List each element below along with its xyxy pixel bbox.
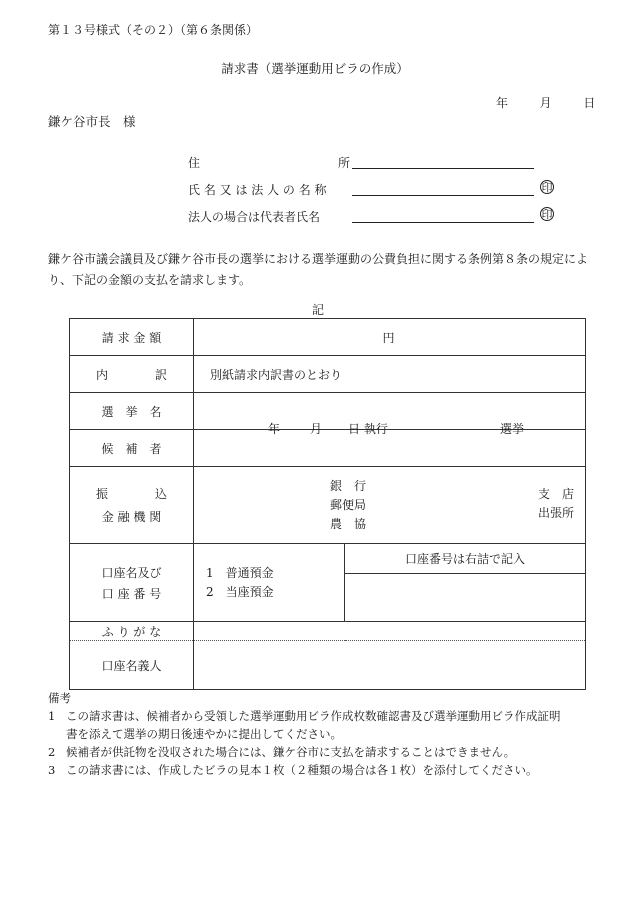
request-table (69, 318, 586, 690)
account-row-top (70, 544, 586, 574)
note-text-continued: 書を添えて選挙の期日後速やかに提出してください。 (66, 727, 342, 741)
name-field-line[interactable] (352, 195, 534, 196)
address-row (188, 154, 548, 170)
account-label-1: 口座名及び (101, 565, 162, 580)
branch-type-branch: 支 店 (538, 487, 575, 501)
account-number-boxes (345, 574, 586, 622)
notes-heading: 備考 (48, 691, 71, 705)
furigana-field[interactable] (194, 622, 586, 641)
note-text: この請求書は、候補者から受領した選挙運動用ビラ作成枚数確認書及び選挙運動用ビラ作成証明 (66, 709, 561, 723)
date-day: 日 (583, 96, 596, 110)
account-type-field[interactable] (194, 544, 345, 622)
furigana-row (70, 622, 586, 641)
election-label: 選 挙 名 (70, 393, 194, 430)
account-note: 口座番号は右詰で記入 (345, 544, 586, 574)
representative-row (188, 208, 568, 224)
note-item (48, 743, 561, 761)
bank-label (70, 467, 194, 544)
form-number: 第１３号様式（その２）（第６条関係） (48, 23, 259, 37)
note-item (48, 707, 561, 743)
note-text: 候補者が供託物を没収された場合には、鎌ケ谷市に支払を請求することはできません。 (66, 745, 516, 759)
name-label: 氏 名 又 は 法 人 の 名 称 (188, 183, 327, 197)
holder-field[interactable] (194, 641, 586, 690)
amount-unit: 円 (382, 330, 395, 345)
breakdown-value: 別紙請求内訳書のとおり (194, 356, 586, 393)
account-type-current: 2 当座預金 (206, 584, 274, 599)
ki-heading: 記 (311, 303, 324, 317)
note-text: この請求書には、作成したビラの見本１枚（２種類の場合は各１枚）を添付してください。 (66, 763, 538, 777)
account-label-2: 口 座 番 号 (101, 586, 162, 601)
election-month: 月 (310, 422, 323, 436)
bank-label-1a: 振 (96, 487, 109, 501)
request-statement: 鎌ケ谷市議会議員及び鎌ケ谷市長の選挙における選挙運動の公費負担に関する条例第８条の規定により、下記の金額の支払を請求します。 (48, 252, 589, 287)
amount-label: 請 求 金 額 (70, 319, 194, 356)
bank-field[interactable] (194, 467, 586, 544)
seal-mark: 印 (541, 181, 553, 194)
breakdown-label (70, 356, 194, 393)
note-item (48, 761, 561, 779)
document-title: 請求書（選挙運動用ビラの作成） (221, 61, 409, 76)
bank-label-1b: 込 (154, 487, 167, 501)
addressee: 鎌ケ谷市長 様 (48, 114, 136, 129)
election-field[interactable] (194, 393, 586, 436)
note-number: 1 (48, 709, 56, 723)
account-type-ordinary: 1 普通預金 (206, 565, 274, 580)
bank-type-agri: 農 協 (330, 517, 367, 531)
account-label (70, 544, 194, 622)
candidate-field[interactable] (194, 430, 586, 467)
bank-type-post: 郵便局 (330, 498, 367, 512)
representative-label: 法人の場合は代表者氏名 (188, 210, 321, 224)
amount-field[interactable] (194, 319, 586, 356)
election-day: 日 執行 (348, 422, 388, 436)
amount-row (70, 319, 586, 356)
branch-types (538, 485, 574, 523)
name-row (188, 181, 568, 197)
address-field-line[interactable] (352, 168, 534, 169)
breakdown-row (70, 356, 586, 393)
election-year: 年 (268, 422, 281, 436)
bank-type-bank: 銀 行 (330, 479, 367, 493)
address-label-end: 所 (338, 156, 351, 170)
date-line (496, 97, 595, 109)
holder-row (70, 641, 586, 690)
date-month: 月 (539, 96, 552, 110)
bank-label-2: 金 融 機 関 (101, 510, 162, 524)
election-row (70, 393, 586, 430)
notes-section (48, 689, 561, 779)
holder-label: 口座名義人 (70, 641, 194, 690)
branch-type-office: 出張所 (538, 506, 575, 520)
note-number: 2 (48, 745, 56, 759)
election-suffix: 選挙 (500, 422, 525, 436)
seal-mark: 印 (541, 208, 553, 221)
representative-field-line[interactable] (352, 222, 534, 223)
breakdown-label-b: 訳 (154, 367, 167, 382)
address-label-start: 住 (188, 156, 201, 170)
breakdown-label-a: 内 (96, 367, 109, 382)
note-number: 3 (48, 763, 56, 777)
candidate-label: 候 補 者 (70, 430, 194, 467)
furigana-label: ふ り が な (70, 622, 194, 641)
bank-types (330, 477, 366, 534)
date-year: 年 (496, 96, 509, 110)
bank-row (70, 467, 586, 544)
